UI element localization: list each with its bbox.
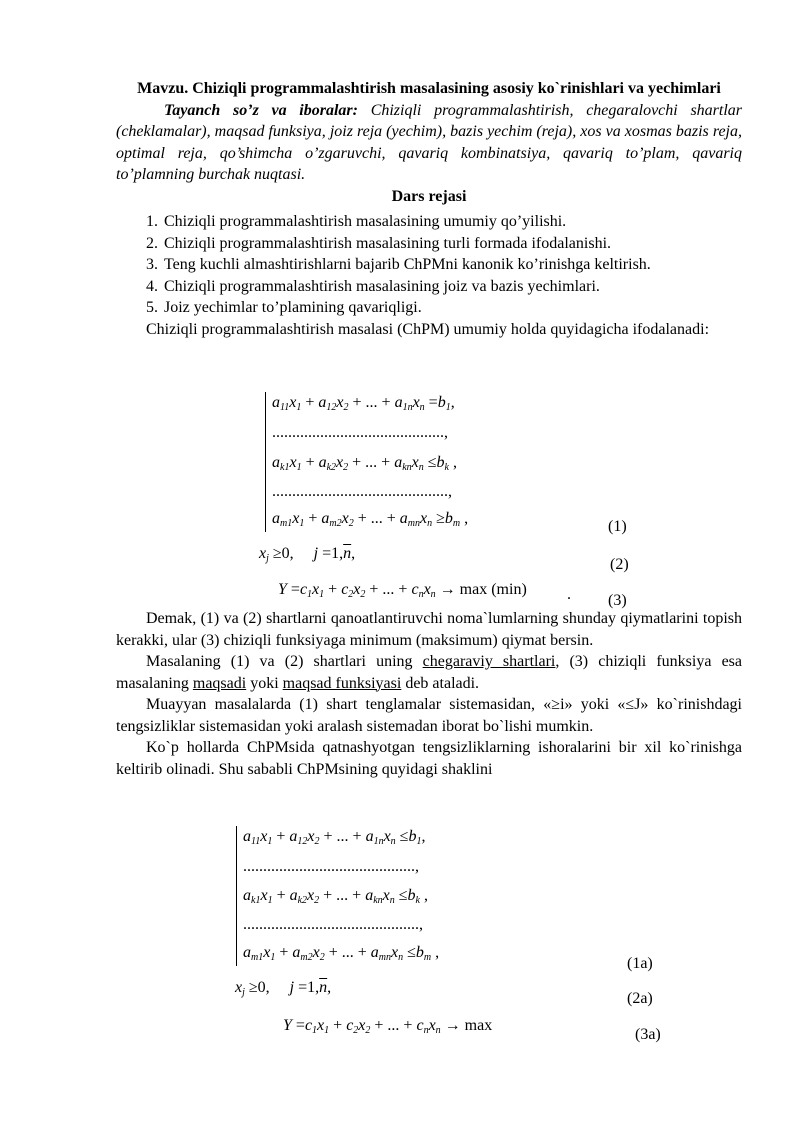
nonneg-text: ≥0, — [272, 545, 294, 562]
equation-dot: . — [567, 586, 571, 603]
objective-function: $Y =c_1x_1 + c_2x_2$ + ... + $c_nx_n \to \max$ — [283, 1017, 493, 1036]
text-span: yoki — [246, 674, 283, 692]
plan-heading: Dars rejasi — [391, 187, 467, 205]
plan-item: 5. Joiz yechimlar to’plamining qavariqligi. — [162, 297, 742, 319]
equation-number: (3a) — [635, 1026, 661, 1043]
range-start: 1, — [331, 545, 344, 562]
constraint-row-1: $a_{11}x_1 + a_{12}x_2$ + ... + $a_{1n}x_n \le b_1$, — [243, 828, 426, 847]
keywords-text: Chiziqli programmalashtirish, chegaralovchi shartlar (cheklamalar), maqsad funksiya, joiz reja (yechim), bazis yechim (reja), xos va xosmas bazis reja, optimal reja, qo’shimcha o’zgaruvchi, qavariq kombinatsiya, qavariq to’plam, qavariq to’plamning burchak nuqtasi. — [116, 101, 743, 183]
paragraph-kop-hollarda: Ko`p hollarda ChPMsida qatnashyotgan tengsizliklarning ishoralarini bir xil ko`rinishga keltirib olinadi. Shu sababli ChPMsining quyidagi shaklini — [116, 739, 742, 778]
equation-number: (3) — [608, 592, 627, 609]
plan-item: 4. Chiziqli programmalashtirish masalasining joiz va bazis yechimlari. — [162, 276, 742, 298]
keywords-label: Tayanch so’z va iboralar: — [164, 101, 358, 119]
intro-paragraph: Chiziqli programmalashtirish masalasi (ChPM) umumiy holda quyidagicha ifodalanadi: — [146, 320, 710, 338]
text-span: deb ataladi. — [401, 674, 480, 692]
plan-item: 2. Chiziqli programmalashtirish masalasining turli formada ifodalanishi. — [162, 233, 742, 255]
objective-function: $Y =c_1x_1 + c_2x_2$ + ... + $c_nx_n \to \max (\min)$ — [278, 581, 527, 600]
range-start: 1, — [307, 979, 320, 996]
equation-number: (2a) — [627, 990, 653, 1007]
equation-number: (2) — [610, 556, 629, 573]
constraint-row-m: $a_{m1}x_1 + a_{m2}x_2$ + ... + $a_{mn}x_n \ge b_m$ , — [272, 510, 469, 529]
text-span: , (3) chiziqli funksiya esa masalaning — [116, 653, 742, 692]
constraint-row-k: $a_{k1}x_1 + a_{k2}x_2$ + ... + $a_{kn}x_n \le b_k$ , — [243, 887, 428, 906]
objective-tail: max — [464, 1017, 493, 1034]
nonnegativity-condition: $x_j \ge 0$, $j =1,\overline{n}$, — [259, 545, 356, 564]
term-maqsadi: maqsadi — [192, 674, 247, 692]
paragraph-demak: Demak, (1) va (2) shartlarni qanoatlantiruvchi noma`lumlarning shunday qiymatlarini topish kerakki, ular (3) chiziqli funksiyaga minimum (maksimum) qiymat bersin. — [116, 610, 742, 649]
constraint-row-k: $a_{k1}x_1 + a_{k2}x_2$ + ... + $a_{kn}x_n \le b_k$ , — [272, 454, 457, 473]
constraint-row-m: $a_{m1}x_1 + a_{m2}x_2$ + ... + $a_{mn}x_n \le b_m$ , — [243, 944, 440, 963]
text-span: Masalaning (1) va (2) shartlari uning — [146, 653, 423, 670]
paragraph-muayyan: Muayyan masalalarda (1) shart tenglamalar sistemasidan, «≥i» yoki «≤J» ko`rinishdagi tengsizliklar sistemasidan yoki aralash sistemadan iborat bo`lishi mumkin. — [116, 696, 742, 735]
page-title: Mavzu. Chiziqli programmalashtirish masalasining asosiy ko`rinishlari va yechimlari — [137, 80, 721, 97]
equation-number: (1a) — [627, 955, 653, 972]
dots-row: ............................................, — [272, 483, 452, 500]
nonneg-text: ≥0, — [248, 979, 270, 996]
nonnegativity-condition: $x_j \ge 0$, $j =1,\overline{n}$, — [235, 979, 332, 998]
plan-item: 3. Teng kuchli almashtirishlarni bajarib ChPMni kanonik ko’rinishga keltirish. — [162, 254, 742, 276]
term-maqsad-funksiyasi: maqsad funksiyasi — [282, 674, 402, 692]
dots-row: ............................................, — [243, 916, 423, 933]
dots-row: ..........................................., — [243, 858, 419, 875]
constraint-row-1: $a_{11}x_1 + a_{12}x_2$ + ... + $a_{1n}x_n =b_1$, — [272, 394, 455, 413]
dots-row: ..........................................., — [272, 424, 448, 441]
equation-number: (1) — [608, 518, 627, 535]
system-brace — [236, 826, 237, 966]
term-chegaraviy-shartlari: chegaraviy shartlari — [422, 653, 556, 670]
plan-item: 1. Chiziqli programmalashtirish masalasining umumiy qo’yilishi. — [162, 211, 742, 233]
objective-tail: max (min) — [459, 581, 527, 598]
